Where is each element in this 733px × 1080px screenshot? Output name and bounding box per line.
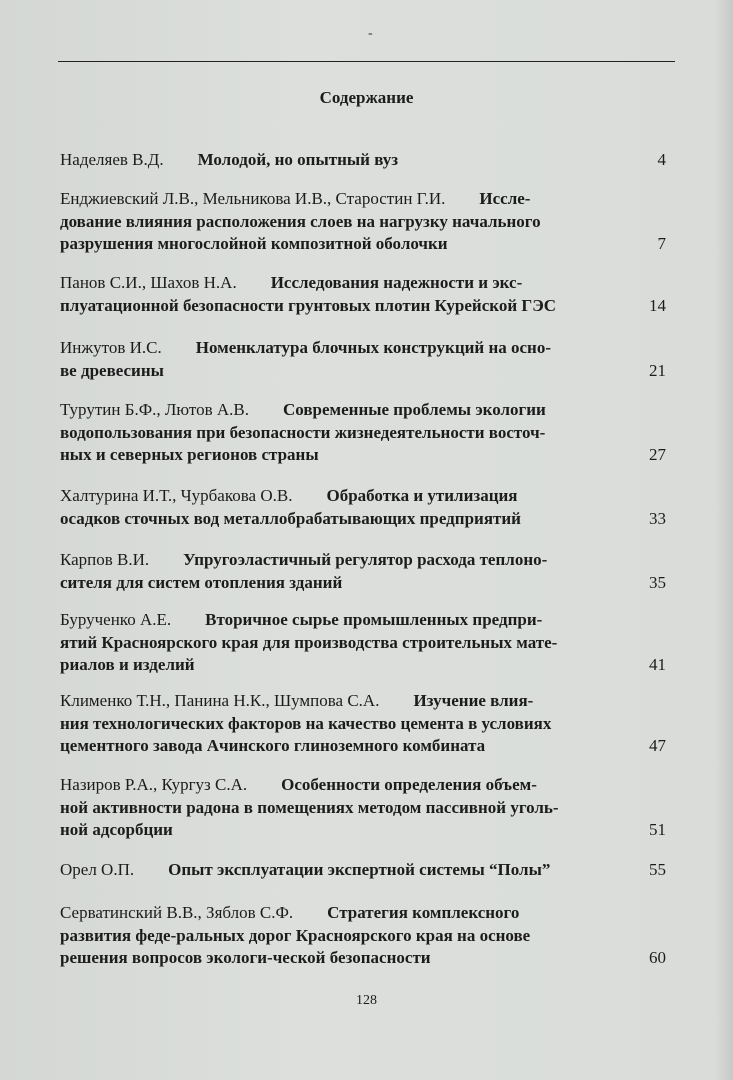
- toc-entry: [60, 609, 666, 677]
- toc-entry-authors: Клименко Т.Н., Панина Н.К., Шумпова С.А.: [60, 691, 380, 710]
- toc-entry: [60, 272, 666, 317]
- toc-entry: [60, 399, 666, 467]
- toc-entry: [60, 690, 666, 758]
- toc-entry-title: Упругоэластичный регулятор расхода теплоно-: [183, 550, 548, 569]
- toc-entry-title: Стратегия комплексного: [327, 903, 520, 922]
- toc-entry-page: 55: [649, 860, 666, 879]
- header-rule: [58, 61, 675, 62]
- toc-entry-line: [60, 188, 666, 211]
- toc-entry-title: Обработка и утилизация: [326, 486, 518, 505]
- toc-entry-line: [60, 774, 666, 797]
- toc-entry-title: дование влияния расположения слоев на нагрузку начального: [60, 211, 541, 231]
- toc-entry-title: ной активности радона в помещениях методом пассивной уголь-: [60, 797, 559, 817]
- page-edge-shadow: [715, 0, 733, 1080]
- toc-entry-title: Исследования надежности и экс-: [270, 273, 523, 292]
- toc-entry-page: 27: [649, 445, 666, 464]
- header-mark: -: [368, 26, 373, 41]
- toc-entry-line: [60, 549, 666, 572]
- toc-entry-authors: Бурученко А.Е.: [60, 610, 172, 629]
- toc-entry-authors: Панов С.И., Шахов Н.А.: [60, 273, 237, 292]
- toc-entry-authors: Назиров Р.А., Кургуз С.А.: [60, 775, 248, 794]
- toc-entry-title: риалов и изделий: [60, 655, 195, 674]
- toc-entry-line: [60, 859, 666, 882]
- toc-entry-page: 14: [649, 295, 666, 315]
- toc-entry-line: [60, 609, 666, 632]
- toc-entry-title: ве древесины: [60, 360, 164, 380]
- toc-entry-title: Номенклатура блочных конструкций на осно-: [195, 338, 552, 357]
- toc-entry-page: 51: [649, 820, 666, 839]
- toc-entry-title: ной адсорбции: [60, 820, 173, 839]
- toc-entry-title: сителя для систем отопления зданий: [60, 572, 343, 592]
- toc-entry: [60, 149, 666, 172]
- toc-entry-page: 60: [649, 948, 666, 967]
- toc-entry-line: [60, 272, 666, 295]
- toc-entry: [60, 774, 666, 842]
- toc-entry-page: 7: [657, 234, 666, 253]
- toc-entry-line: [60, 149, 666, 172]
- toc-entry-authors: Карпов В.И.: [60, 550, 150, 569]
- toc-entry-title: решения вопросов экологи-ческой безопасности: [60, 948, 431, 967]
- toc-entry-title: Современные проблемы экологии: [282, 400, 546, 419]
- toc-entry-authors: Инжутов И.С.: [60, 338, 162, 357]
- toc-entry-title: Изучение влия-: [413, 691, 534, 710]
- toc-entry-title: цементного завода Ачинского глиноземного комбината: [60, 736, 486, 755]
- toc-entry-page: 41: [649, 655, 666, 674]
- toc-entry-authors: Орел О.П.: [60, 860, 135, 879]
- page-title: Содержание: [319, 88, 414, 107]
- toc-entry-title: развития феде-ральных дорог Красноярского края на основе: [60, 925, 531, 945]
- toc-entry-page: 21: [649, 360, 666, 380]
- page-number: 128: [356, 993, 377, 1008]
- toc-entry-title: осадков сточных вод металлобрабатывающих предприятий: [60, 508, 521, 528]
- toc-entry-line: [60, 902, 666, 925]
- toc-entry-title: разрушения многослойной композитной оболочки: [60, 234, 448, 253]
- toc-entry-title: Иссле-: [479, 189, 531, 208]
- toc-entry-title: Опыт эксплуатации экспертной системы “Полы”: [168, 860, 551, 879]
- toc-entry: [60, 188, 666, 256]
- toc-entry-title: плуатационной безопасности грунтовых плотин Курейской ГЭС: [60, 295, 557, 315]
- toc-entry-page: 35: [649, 572, 666, 592]
- toc-entry-page: 4: [657, 150, 666, 169]
- toc-entry-title: Молодой, но опытный вуз: [197, 150, 399, 169]
- toc-entry-authors: Наделяев В.Д.: [60, 150, 164, 169]
- toc-entry: [60, 337, 666, 382]
- toc-entry: [60, 549, 666, 594]
- toc-entry-title: ных и северных регионов страны: [60, 445, 319, 464]
- toc-entry: [60, 902, 666, 970]
- toc-entry-title: ятий Красноярского края для производства строительных мате-: [60, 632, 558, 652]
- toc-entry-title: Особенности определения объем-: [281, 775, 537, 794]
- toc-entry-authors: Енджиевский Л.В., Мельникова И.В., Старостин Г.И.: [60, 189, 446, 208]
- toc-entry-line: [60, 337, 666, 360]
- toc-entry-authors: Турутин Б.Ф., Лютов А.В.: [60, 400, 249, 419]
- toc-entry-page: 47: [649, 736, 666, 755]
- toc-entry-page: 33: [649, 508, 666, 528]
- toc-entry-title: Вторичное сырье промышленных предпри-: [205, 610, 543, 629]
- toc-entry-line: [60, 690, 666, 713]
- toc-entry: [60, 859, 666, 882]
- toc-entry-authors: Серватинский В.В., Зяблов С.Ф.: [60, 903, 294, 922]
- toc-entry: [60, 485, 666, 530]
- toc-entry-title: ния технологических факторов на качество цемента в условиях: [60, 713, 552, 733]
- toc-entry-line: [60, 399, 666, 422]
- toc-entry-line: [60, 485, 666, 508]
- toc-entry-authors: Халтурина И.Т., Чурбакова О.В.: [60, 486, 293, 505]
- toc-entry-title: водопользования при безопасности жизнедеятельности восточ-: [60, 422, 546, 442]
